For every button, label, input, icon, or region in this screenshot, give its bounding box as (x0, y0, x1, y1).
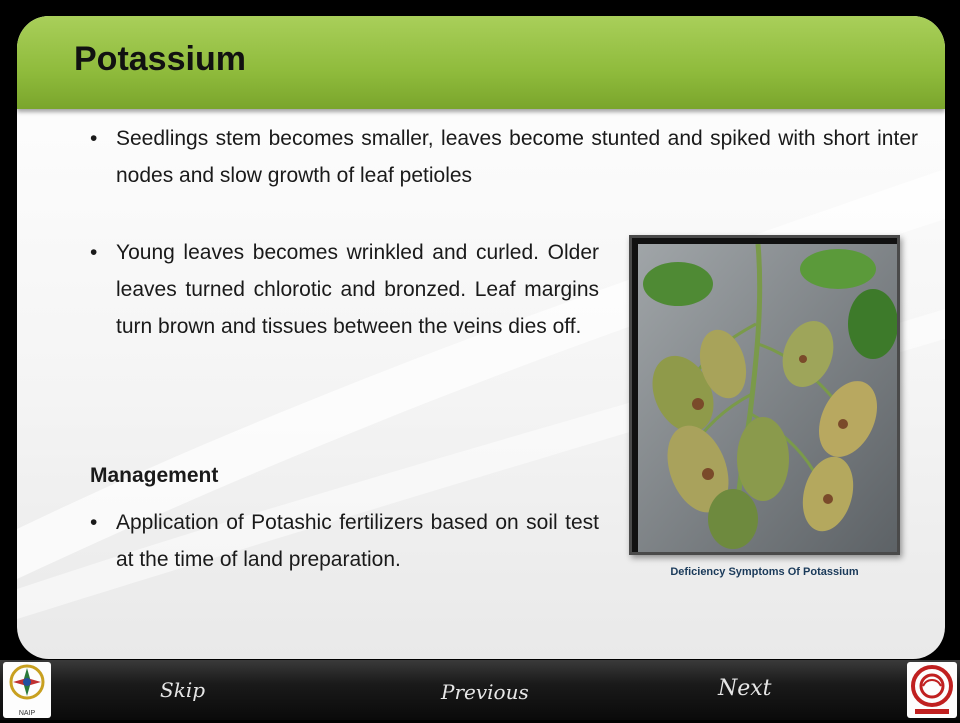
deficiency-photo (629, 235, 900, 555)
leaf-illustration (638, 244, 897, 552)
logo-left-text: NAIP (18, 710, 36, 717)
management-heading: Management (90, 464, 219, 487)
bullet-item-seedlings (90, 120, 918, 194)
bullet-marker: • (90, 511, 98, 534)
bullet-text: Seedlings stem becomes smaller, leaves become stunted and spiked with short inter nodes and slow growth of leaf petioles (116, 127, 918, 187)
bullet-marker: • (90, 127, 98, 150)
bullet-item-management (90, 504, 599, 578)
previous-button[interactable]: Previous (441, 680, 529, 704)
skip-button[interactable]: Skip (160, 678, 206, 702)
bullet-text: Application of Potashic fertilizers based on soil test at the time of land preparation. (116, 511, 599, 571)
bullet-marker: • (90, 241, 98, 264)
naip-logo-icon (3, 662, 51, 718)
slide-title: Potassium (74, 40, 246, 78)
next-button[interactable]: Next (718, 676, 772, 701)
bullet-item-young-leaves (90, 234, 599, 345)
institute-seal-icon (907, 662, 957, 718)
image-caption: Deficiency Symptoms Of Potassium (670, 566, 859, 578)
bullet-text: Young leaves becomes wrinkled and curled. Older leaves turned chlorotic and bronzed. Leaf margins turn brown and tissues between the veins dies off. (116, 241, 599, 338)
